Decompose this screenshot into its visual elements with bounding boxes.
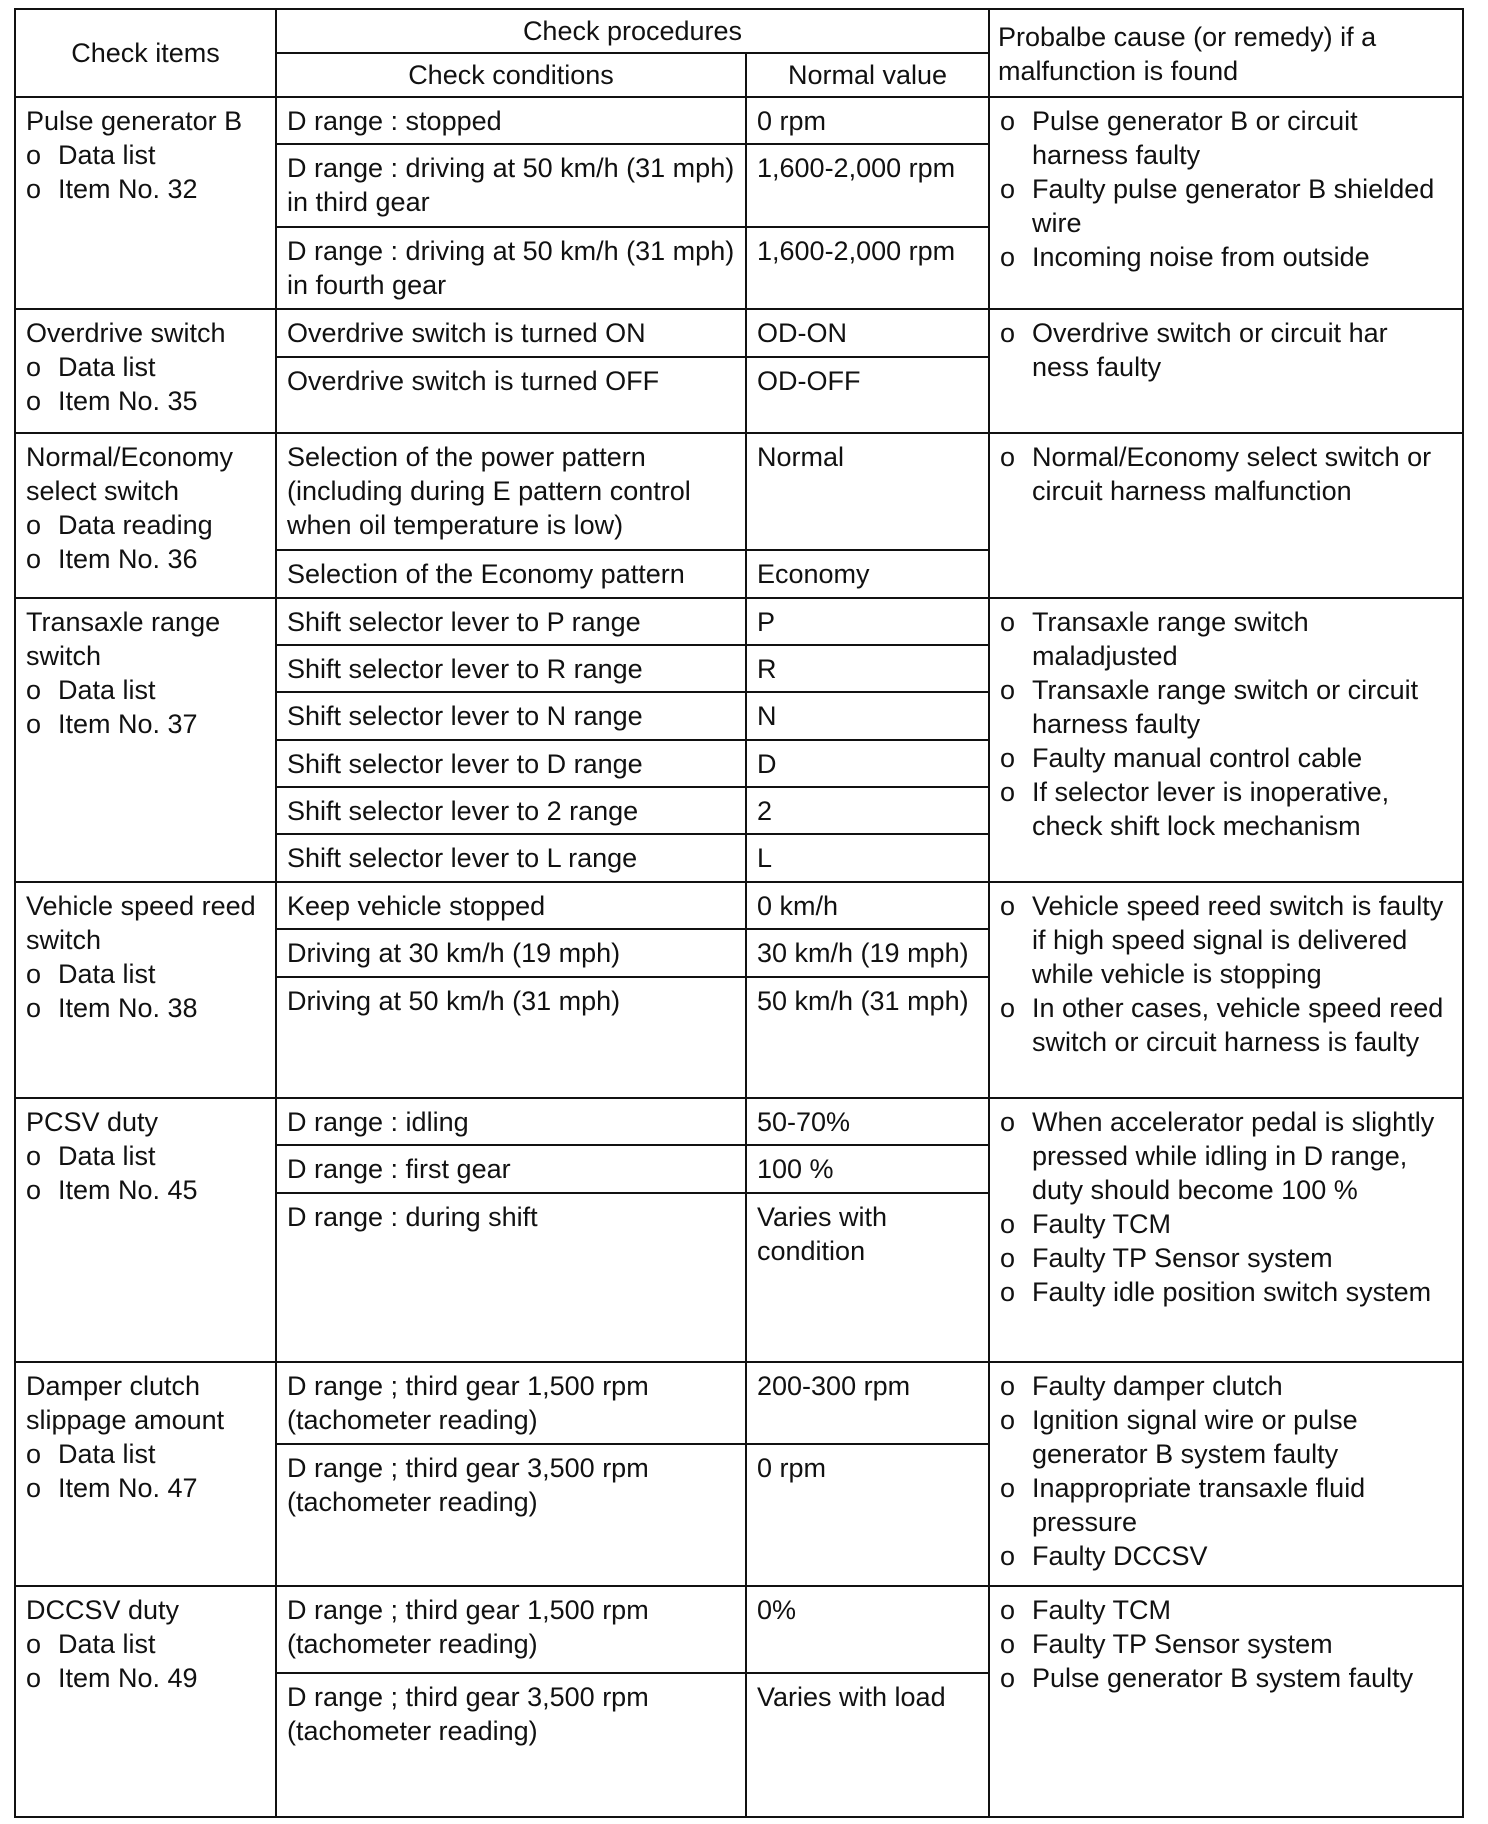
probable-cause-item-text: Overdrive switch or circuit har ness faulty (1032, 318, 1388, 383)
probable-cause-item-text: Inappropriate transaxle fluid pressure (1032, 1472, 1366, 1537)
header-check-procedures: Check procedures (276, 9, 989, 53)
normal-value-cell: 0 rpm (746, 1444, 989, 1586)
check-item-cell (15, 1586, 276, 1817)
check-item-name: Overdrive switch (26, 318, 226, 349)
normal-value-cell: P (746, 598, 989, 645)
check-item-sub (26, 350, 265, 384)
normal-value-cell: Varies with condition (746, 1193, 989, 1362)
check-item-name: Normal/Economy select switch (26, 441, 234, 506)
check-condition-cell: Shift selector lever to L range (276, 834, 746, 881)
probable-cause-item-text: Pulse generator B or circuit harness faulty (1032, 106, 1358, 170)
check-condition-cell: Selection of the Economy pattern (276, 550, 746, 597)
check-item-sub (26, 1139, 265, 1173)
check-item-sub-text: Item No. 47 (58, 1472, 198, 1503)
probable-cause-cell (989, 598, 1463, 882)
check-condition-cell: Overdrive switch is turned OFF (276, 357, 746, 433)
probable-cause-cell (989, 1586, 1463, 1817)
check-condition-cell: Shift selector lever to 2 range (276, 787, 746, 834)
table-row (15, 1586, 1463, 1673)
probable-cause-cell (989, 1362, 1463, 1587)
probable-cause-item-text: In other cases, vehicle speed reed switch or circuit harness is faulty (1032, 992, 1444, 1057)
normal-value-cell: OD-OFF (746, 357, 989, 433)
bullet-marker: o (1000, 1209, 1016, 1240)
check-item-sub-text: Item No. 49 (58, 1663, 198, 1694)
bullet-marker: o (1000, 441, 1016, 472)
probable-cause-item (1000, 991, 1452, 1059)
probable-cause-item (1000, 172, 1452, 240)
probable-cause-cell (989, 97, 1463, 309)
check-item-sub (26, 1627, 265, 1661)
header-check-items: Check items (15, 9, 276, 97)
probable-cause-item-text: Faulty damper clutch (1032, 1370, 1283, 1401)
bullet-marker: o (1000, 318, 1016, 349)
normal-value-cell: 50-70% (746, 1098, 989, 1145)
probable-cause-item (1000, 1275, 1452, 1309)
probable-cause-item (1000, 1241, 1452, 1275)
normal-value-cell: N (746, 692, 989, 739)
check-item-sub-text: Item No. 45 (58, 1175, 198, 1206)
check-condition-cell: D range ; third gear 1,500 rpm (tachometer reading) (276, 1586, 746, 1673)
check-condition-cell: Driving at 50 km/h (31 mph) (276, 977, 746, 1099)
bullet-marker: o (1000, 242, 1016, 272)
bullet-marker: o (1000, 1595, 1016, 1626)
bullet-marker: o (1000, 890, 1016, 921)
bullet-marker: o (1000, 1629, 1016, 1660)
table-row (15, 1362, 1463, 1444)
check-item-sub-text: Data list (58, 1629, 156, 1660)
probable-cause-cell (989, 1098, 1463, 1362)
probable-cause-cell (989, 433, 1463, 598)
probable-cause-cell (989, 882, 1463, 1098)
check-condition-cell: D range : during shift (276, 1193, 746, 1362)
probable-cause-item-text: Faulty DCCSV (1032, 1540, 1208, 1571)
probable-cause-item-text: Faulty idle position switch system (1032, 1277, 1432, 1308)
check-item-sub-text: Data list (58, 1438, 156, 1469)
check-item-sub (26, 172, 265, 206)
check-condition-cell: Selection of the power pattern (including during E pattern control when oil temperature is low) (276, 433, 746, 550)
check-condition-cell: Shift selector lever to N range (276, 692, 746, 739)
probable-cause-item-text: Faulty TP Sensor system (1032, 1629, 1333, 1660)
check-item-sub (26, 991, 265, 1025)
bullet-marker: o (26, 140, 42, 170)
check-condition-cell: Keep vehicle stopped (276, 882, 746, 929)
check-item-sub-text: Data list (58, 674, 156, 705)
probable-cause-cell (989, 309, 1463, 433)
check-condition-cell: D range : driving at 50 km/h (31 mph) in fourth gear (276, 227, 746, 309)
check-item-sub (26, 542, 265, 576)
probable-cause-item (1000, 1539, 1452, 1573)
bullet-marker: o (26, 708, 42, 739)
bullet-marker: o (26, 1472, 42, 1503)
probable-cause-item (1000, 1627, 1452, 1661)
bullet-marker: o (1000, 1370, 1016, 1401)
bullet-marker: o (1000, 606, 1016, 637)
normal-value-cell: 0% (746, 1586, 989, 1673)
check-item-sub-text: Data list (58, 958, 156, 989)
check-condition-cell: Shift selector lever to D range (276, 740, 746, 787)
check-item-sub-text: Item No. 36 (58, 543, 198, 574)
bullet-marker: o (26, 674, 42, 705)
table-row (15, 1098, 1463, 1145)
normal-value-cell: 30 km/h (19 mph) (746, 929, 989, 976)
check-condition-cell: D range : stopped (276, 97, 746, 144)
check-item-cell (15, 1362, 276, 1587)
bullet-marker: o (26, 1141, 42, 1172)
check-item-sub (26, 384, 265, 418)
normal-value-cell: 0 rpm (746, 97, 989, 144)
check-item-sub (26, 1661, 265, 1695)
bullet-marker: o (1000, 1277, 1016, 1308)
bullet-marker: o (1000, 174, 1016, 204)
check-condition-cell: D range : idling (276, 1098, 746, 1145)
bullet-marker: o (1000, 992, 1016, 1023)
check-item-sub-text: Item No. 32 (58, 174, 198, 204)
normal-value-cell: 200-300 rpm (746, 1362, 989, 1444)
probable-cause-item (1000, 1403, 1452, 1471)
check-condition-cell: Driving at 30 km/h (19 mph) (276, 929, 746, 976)
normal-value-cell: 2 (746, 787, 989, 834)
probable-cause-item-text: Pulse generator B system faulty (1032, 1663, 1414, 1694)
diagnostic-table (14, 8, 1464, 1818)
check-item-sub (26, 1173, 265, 1207)
check-item-sub (26, 138, 265, 172)
check-condition-cell: D range ; third gear 3,500 rpm (tachometer reading) (276, 1444, 746, 1586)
bullet-marker: o (26, 352, 42, 383)
check-item-cell (15, 97, 276, 309)
check-item-name: DCCSV duty (26, 1595, 180, 1626)
bullet-marker: o (1000, 674, 1016, 705)
probable-cause-item (1000, 240, 1452, 274)
probable-cause-item-text: Faulty pulse generator B shielded wire (1032, 174, 1435, 238)
bullet-marker: o (1000, 1243, 1016, 1274)
check-item-cell (15, 598, 276, 882)
bullet-marker: o (1000, 106, 1016, 136)
check-condition-cell: D range ; third gear 3,500 rpm (tachometer reading) (276, 1673, 746, 1817)
probable-cause-item-text: When accelerator pedal is slightly pressed while idling in D range, duty should become 100 % (1032, 1107, 1435, 1206)
check-condition-cell: D range ; third gear 1,500 rpm (tachometer reading) (276, 1362, 746, 1444)
normal-value-cell: L (746, 834, 989, 881)
probable-cause-item-text: If selector lever is inoperative, check shift lock mechanism (1032, 776, 1390, 841)
check-item-sub (26, 673, 265, 707)
check-item-sub-text: Data list (58, 140, 156, 170)
header-probable-cause: Probalbe cause (or remedy) if a malfunction is found (989, 9, 1463, 97)
probable-cause-item (1000, 605, 1452, 673)
probable-cause-item (1000, 1105, 1452, 1207)
probable-cause-item (1000, 440, 1452, 508)
check-item-sub-text: Data list (58, 352, 156, 383)
probable-cause-item (1000, 316, 1452, 384)
probable-cause-item (1000, 1471, 1452, 1539)
table-row (15, 309, 1463, 356)
normal-value-cell: 50 km/h (31 mph) (746, 977, 989, 1099)
bullet-marker: o (1000, 776, 1016, 807)
bullet-marker: o (1000, 1404, 1016, 1435)
check-item-sub (26, 1471, 265, 1505)
check-condition-cell: D range : first gear (276, 1145, 746, 1192)
probable-cause-item-text: Incoming noise from outside (1032, 242, 1370, 272)
probable-cause-item (1000, 1369, 1452, 1403)
bullet-marker: o (1000, 742, 1016, 773)
normal-value-cell: Varies with load (746, 1673, 989, 1817)
table-row (15, 882, 1463, 929)
check-condition-cell: D range : driving at 50 km/h (31 mph) in third gear (276, 144, 746, 226)
probable-cause-item (1000, 1593, 1452, 1627)
check-item-name: Transaxle range switch (26, 606, 221, 671)
probable-cause-item-text: Faulty TCM (1032, 1595, 1172, 1626)
table-row (15, 598, 1463, 645)
probable-cause-item-text: Normal/Economy select switch or circuit harness malfunction (1032, 441, 1432, 506)
check-item-name: Damper clutch slippage amount (26, 1370, 225, 1435)
normal-value-cell: 100 % (746, 1145, 989, 1192)
probable-cause-item-text: Ignition signal wire or pulse generator B system faulty (1032, 1404, 1358, 1469)
table-body (15, 97, 1463, 1817)
normal-value-cell: 0 km/h (746, 882, 989, 929)
check-item-sub-text: Item No. 37 (58, 708, 198, 739)
bullet-marker: o (26, 509, 42, 540)
check-item-sub-text: Item No. 35 (58, 386, 198, 417)
check-condition-cell: Overdrive switch is turned ON (276, 309, 746, 356)
probable-cause-item (1000, 104, 1452, 172)
normal-value-cell: 1,600-2,000 rpm (746, 227, 989, 309)
probable-cause-item (1000, 673, 1452, 741)
bullet-marker: o (26, 1438, 42, 1469)
check-item-sub (26, 1437, 265, 1471)
bullet-marker: o (1000, 1663, 1016, 1694)
table-row (15, 433, 1463, 550)
bullet-marker: o (26, 543, 42, 574)
check-item-cell (15, 309, 276, 433)
probable-cause-item-text: Transaxle range switch or circuit harness faulty (1032, 674, 1419, 739)
check-item-sub-text: Data list (58, 1141, 156, 1172)
bullet-marker: o (1000, 1107, 1016, 1138)
check-condition-cell: Shift selector lever to P range (276, 598, 746, 645)
probable-cause-item (1000, 889, 1452, 991)
probable-cause-item-text: Faulty TP Sensor system (1032, 1243, 1333, 1274)
bullet-marker: o (26, 958, 42, 989)
check-item-cell (15, 433, 276, 598)
normal-value-cell: OD-ON (746, 309, 989, 356)
bullet-marker: o (26, 992, 42, 1023)
bullet-marker: o (26, 1629, 42, 1660)
check-item-sub-text: Item No. 38 (58, 992, 198, 1023)
header-check-conditions: Check conditions (276, 53, 746, 97)
probable-cause-item-text: Faulty TCM (1032, 1209, 1172, 1240)
probable-cause-item (1000, 775, 1452, 843)
check-item-cell (15, 882, 276, 1098)
check-item-cell (15, 1098, 276, 1362)
probable-cause-item (1000, 741, 1452, 775)
table-row (15, 97, 1463, 144)
bullet-marker: o (26, 386, 42, 417)
bullet-marker: o (26, 174, 42, 204)
normal-value-cell: Normal (746, 433, 989, 550)
bullet-marker: o (1000, 1472, 1016, 1503)
normal-value-cell: 1,600-2,000 rpm (746, 144, 989, 226)
check-item-name: Pulse generator B (26, 106, 243, 136)
probable-cause-item-text: Transaxle range switch maladjusted (1032, 606, 1309, 671)
probable-cause-item-text: Vehicle speed reed switch is faulty if high speed signal is delivered while vehicle is stopping (1032, 890, 1444, 989)
check-item-sub (26, 707, 265, 741)
probable-cause-item (1000, 1207, 1452, 1241)
header-normal-value: Normal value (746, 53, 989, 97)
check-item-sub (26, 508, 265, 542)
bullet-marker: o (1000, 1540, 1016, 1571)
normal-value-cell: R (746, 645, 989, 692)
bullet-marker: o (26, 1175, 42, 1206)
normal-value-cell: Economy (746, 550, 989, 597)
bullet-marker: o (26, 1663, 42, 1694)
check-item-name: Vehicle speed reed switch (26, 890, 256, 955)
check-condition-cell: Shift selector lever to R range (276, 645, 746, 692)
check-item-sub-text: Data reading (58, 509, 213, 540)
normal-value-cell: D (746, 740, 989, 787)
check-item-name: PCSV duty (26, 1107, 159, 1138)
probable-cause-item (1000, 1661, 1452, 1695)
check-item-sub (26, 957, 265, 991)
probable-cause-item-text: Faulty manual control cable (1032, 742, 1363, 773)
